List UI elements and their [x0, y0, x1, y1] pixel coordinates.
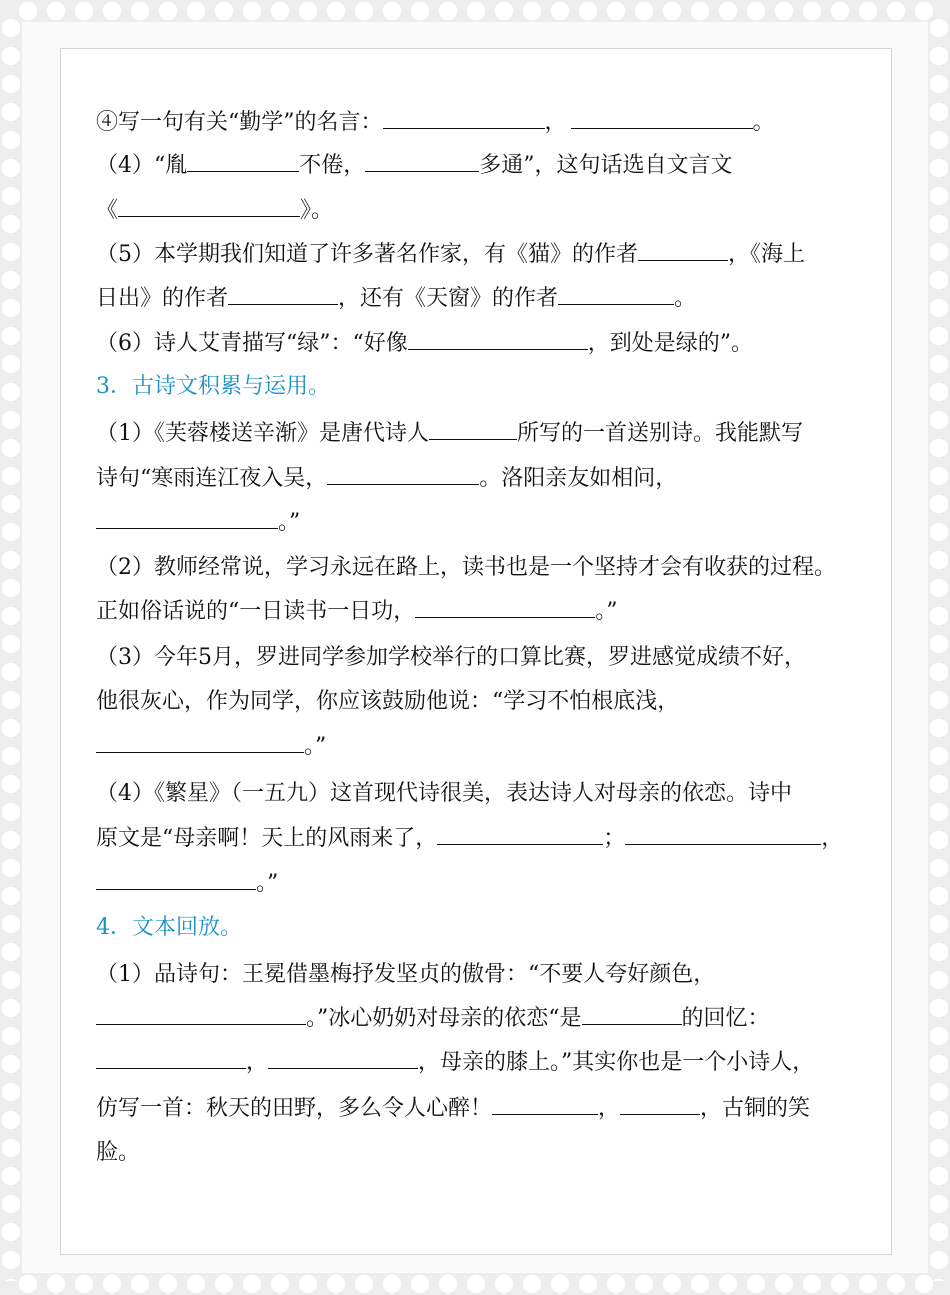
text: ， — [246, 1050, 269, 1075]
line-18 — [96, 869, 278, 899]
text: 诗句“寒雨连江夜入吴， — [96, 466, 328, 491]
stamp-perforation-left — [0, 14, 22, 1281]
line-22 — [96, 1048, 814, 1078]
line-24 — [96, 1138, 140, 1168]
text: 他很灰心，作为同学，你应该鼓励他说：“学习不怕根底浅， — [96, 689, 680, 714]
answer-blank[interactable] — [96, 869, 256, 890]
answer-blank[interactable] — [429, 419, 517, 440]
text: 日出》的作者 — [96, 286, 229, 311]
line-1 — [96, 108, 775, 138]
answer-blank[interactable] — [415, 597, 595, 618]
answer-blank[interactable] — [408, 329, 588, 350]
text: （6）诗人艾青描写“绿”：“好像 — [96, 331, 408, 356]
text: 的回忆： — [681, 1006, 770, 1031]
line-2 — [96, 151, 733, 181]
text: 脸。 — [96, 1140, 141, 1165]
text: ； — [603, 826, 626, 851]
text: 》。 — [300, 198, 334, 223]
stamp-perforation-top — [14, 0, 936, 22]
stamp-perforation-bottom — [14, 1273, 936, 1295]
text: 多通”，这句话选自文言文 — [479, 153, 733, 178]
text: ， — [544, 110, 567, 135]
answer-blank[interactable] — [96, 1048, 246, 1069]
text: 。”冰心奶奶对母亲的依恋“是 — [306, 1006, 582, 1031]
answer-blank[interactable] — [492, 1094, 598, 1115]
answer-blank[interactable] — [437, 824, 603, 845]
answer-blank[interactable] — [582, 1004, 682, 1025]
answer-blank[interactable] — [620, 1094, 700, 1115]
section-heading-3 — [96, 372, 330, 402]
text: （3）今年5月，罗进同学参加学校举行的口算比赛，罗进感觉成绩不好， — [96, 645, 806, 670]
line-14 — [96, 687, 679, 717]
line-10 — [96, 508, 300, 538]
text: 正如俗话说的“一日读书一日功， — [96, 599, 416, 624]
answer-blank[interactable] — [571, 108, 753, 129]
text: 。” — [304, 734, 327, 759]
answer-blank[interactable] — [625, 824, 821, 845]
text: 仿写一首：秋天的田野，多么令人心醉！ — [96, 1096, 493, 1121]
answer-blank[interactable] — [228, 284, 338, 305]
answer-blank[interactable] — [268, 1048, 418, 1069]
text: ④写一句有关“勤学”的名言： — [96, 110, 383, 135]
answer-blank[interactable] — [365, 151, 479, 172]
line-11 — [96, 553, 836, 583]
answer-blank[interactable] — [383, 108, 545, 129]
line-21 — [96, 1004, 770, 1034]
answer-blank[interactable] — [96, 1004, 306, 1025]
text: （2）教师经常说，学习永远在路上，读书也是一个坚持才会有收获的过程。 — [96, 555, 836, 580]
text: 不倦， — [299, 153, 366, 178]
text: （4）“胤 — [96, 153, 188, 178]
text: ， — [821, 826, 844, 851]
text: （4）《繁星》（一五九）这首现代诗很美，表达诗人对母亲的依恋。诗中 — [96, 781, 792, 806]
text: ，母亲的膝上。”其实你也是一个小诗人， — [418, 1050, 815, 1075]
line-16 — [96, 779, 792, 809]
line-8 — [96, 419, 803, 449]
text: 。 — [752, 110, 775, 135]
text: 所写的一首送别诗。我能默写 — [517, 421, 804, 446]
text: ，到处是绿的”。 — [587, 331, 753, 356]
answer-blank[interactable] — [96, 508, 278, 529]
line-17 — [96, 824, 843, 854]
section-heading-4 — [96, 913, 242, 943]
answer-blank[interactable] — [96, 732, 304, 753]
text: （1）品诗句：王冕借墨梅抒发坚贞的傲骨：“不要人夸好颜色， — [96, 962, 716, 987]
text: ， — [598, 1096, 621, 1121]
text: 。” — [256, 871, 279, 896]
line-15 — [96, 732, 326, 762]
line-3 — [96, 196, 333, 226]
line-5 — [96, 284, 696, 314]
line-6 — [96, 329, 753, 359]
text: 。洛阳亲友如相问， — [479, 466, 678, 491]
text: 原文是“母亲啊！天上的风雨来了， — [96, 826, 438, 851]
line-20 — [96, 960, 715, 990]
answer-blank[interactable] — [558, 284, 674, 305]
line-23 — [96, 1094, 810, 1124]
text: （1）《芙蓉楼送辛渐》是唐代诗人 — [96, 421, 429, 446]
text: 。 — [674, 286, 697, 311]
answer-blank[interactable] — [118, 196, 300, 217]
line-13 — [96, 643, 806, 673]
heading-text: 3．古诗文积累与运用。 — [96, 374, 330, 399]
text: 。” — [595, 599, 618, 624]
text: ，古铜的笑 — [700, 1096, 811, 1121]
heading-text: 4．文本回放。 — [96, 915, 242, 940]
answer-blank[interactable] — [327, 464, 479, 485]
text: ，还有《天窗》的作者 — [338, 286, 559, 311]
stamp-perforation-right — [928, 14, 950, 1281]
answer-blank[interactable] — [187, 151, 299, 172]
text: （5）本学期我们知道了许多著名作家，有《猫》的作者 — [96, 242, 638, 267]
line-4 — [96, 240, 805, 270]
text: ，《海上 — [728, 242, 806, 267]
line-9 — [96, 464, 677, 494]
line-12 — [96, 597, 618, 627]
text: 。” — [278, 510, 301, 535]
answer-blank[interactable] — [638, 240, 728, 261]
text: 《 — [96, 198, 119, 223]
